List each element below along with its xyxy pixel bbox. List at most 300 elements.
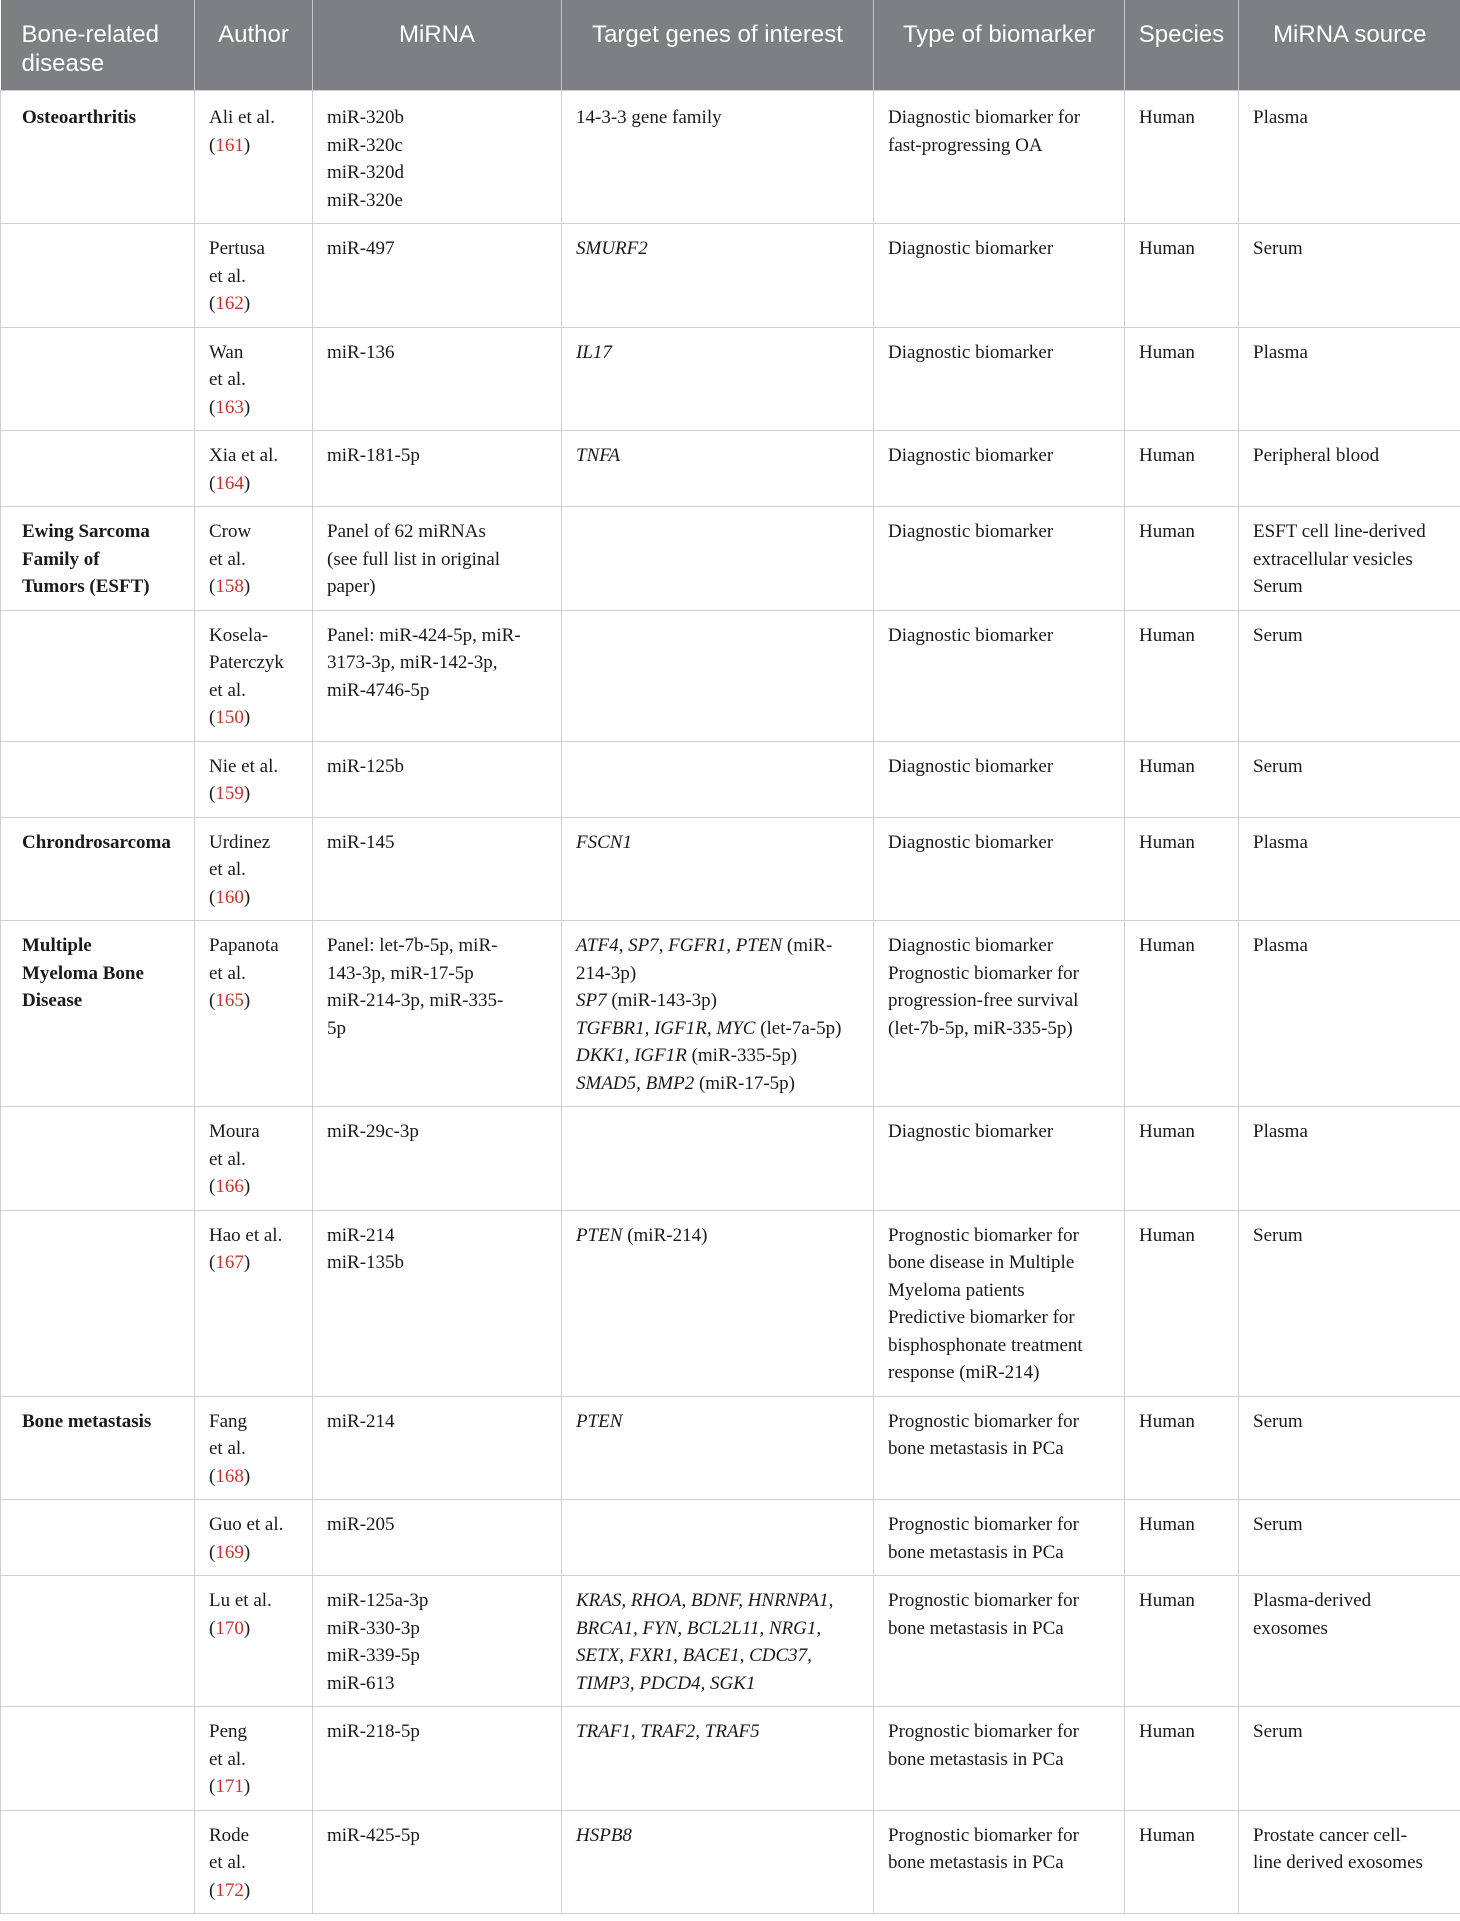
reference-link[interactable]: 170 bbox=[215, 1617, 244, 1639]
header-biomarker-type: Type of biomarker bbox=[874, 0, 1125, 91]
author-cell bbox=[195, 327, 313, 431]
author-line: Papanota bbox=[209, 935, 279, 956]
source-line: Serum bbox=[1253, 1410, 1303, 1432]
gene-symbols: SP7 bbox=[576, 990, 607, 1011]
table-row bbox=[1, 610, 1460, 741]
mirna-cell bbox=[313, 1707, 562, 1811]
biomarker-line: Prognostic biomarker for bbox=[888, 1410, 1080, 1432]
mirna-line: miR-320b bbox=[327, 107, 405, 128]
gene-symbols: TNFA bbox=[576, 445, 621, 466]
mirna-line: miR-214 bbox=[327, 1410, 395, 1432]
table-body bbox=[1, 91, 1460, 1914]
mirna-cell bbox=[313, 327, 562, 431]
reference-link[interactable]: 163 bbox=[215, 396, 244, 418]
source-cell bbox=[1239, 91, 1460, 224]
author-cell bbox=[195, 431, 313, 507]
biomarker-type-cell bbox=[874, 1576, 1125, 1707]
biomarker-line: Prognostic biomarker for bbox=[888, 1590, 1080, 1611]
reference-line: (159) bbox=[209, 783, 251, 804]
targets-cell bbox=[562, 327, 874, 431]
mirna-cell bbox=[313, 224, 562, 328]
source-cell bbox=[1239, 921, 1460, 1107]
source-line: Serum bbox=[1253, 576, 1303, 597]
biomarker-line: Prognostic biomarker for bbox=[888, 1514, 1080, 1535]
author-cell bbox=[195, 610, 313, 741]
source-cell bbox=[1239, 1396, 1460, 1500]
mirna-line: miR-136 bbox=[327, 341, 395, 363]
disease-cell bbox=[1, 610, 195, 741]
author-line: et al. bbox=[209, 1748, 246, 1770]
source-line: Peripheral blood bbox=[1253, 445, 1380, 466]
gene-symbols: SETX, FXR1, BACE1, CDC37, bbox=[576, 1645, 812, 1666]
biomarker-line: Diagnostic biomarker bbox=[888, 935, 1054, 956]
targets-cell bbox=[562, 1396, 874, 1500]
disease-line: Multiple bbox=[22, 935, 92, 956]
biomarker-type-cell bbox=[874, 1210, 1125, 1396]
biomarker-line: progression-free survival bbox=[888, 990, 1079, 1011]
author-line: Nie et al. bbox=[209, 755, 279, 777]
header-source: MiRNA source bbox=[1239, 0, 1460, 91]
mirna-line: 3173-3p, miR-142-3p, bbox=[327, 652, 498, 673]
disease-line: Myeloma Bone bbox=[22, 962, 144, 984]
species-cell: Human bbox=[1125, 610, 1239, 741]
author-line: Kosela- bbox=[209, 624, 269, 646]
table-row bbox=[1, 921, 1460, 1107]
source-line: Plasma bbox=[1253, 1121, 1308, 1142]
mirna-cell bbox=[313, 431, 562, 507]
gene-symbols: HSPB8 bbox=[576, 1824, 632, 1846]
disease-name bbox=[22, 829, 182, 857]
mirna-line: miR-339-5p bbox=[327, 1645, 420, 1666]
biomarker-line: response (miR-214) bbox=[888, 1362, 1040, 1383]
reference-link[interactable]: 165 bbox=[215, 990, 244, 1011]
source-line: Plasma bbox=[1253, 341, 1308, 363]
author-line: Peng bbox=[209, 1721, 247, 1742]
header-disease bbox=[1, 0, 195, 91]
table-row bbox=[1, 1707, 1460, 1811]
header-row bbox=[1, 0, 1460, 91]
biomarker-line: Diagnostic biomarker bbox=[888, 341, 1054, 363]
author-line: et al. bbox=[209, 859, 246, 880]
target-note: (miR- bbox=[782, 935, 833, 956]
source-line: Serum bbox=[1253, 755, 1303, 777]
gene-symbols: PTEN bbox=[576, 1224, 623, 1246]
header-targets: Target genes of interest bbox=[562, 0, 874, 91]
source-line: Serum bbox=[1253, 624, 1303, 646]
mirna-cell bbox=[313, 921, 562, 1107]
mirna-cell bbox=[313, 1576, 562, 1707]
header-line: Bone-related bbox=[21, 21, 159, 48]
author-line: Moura bbox=[209, 1121, 260, 1142]
biomarker-line: Diagnostic biomarker bbox=[888, 624, 1054, 646]
biomarker-line: Diagnostic biomarker bbox=[888, 445, 1054, 466]
author-cell bbox=[195, 817, 313, 921]
table-row bbox=[1, 91, 1460, 224]
author-line: Lu et al. bbox=[209, 1590, 272, 1611]
source-cell bbox=[1239, 741, 1460, 817]
mirna-cell bbox=[313, 817, 562, 921]
reference-link[interactable]: 168 bbox=[215, 1465, 244, 1487]
reference-link[interactable]: 166 bbox=[215, 1176, 244, 1197]
reference-link[interactable]: 158 bbox=[215, 576, 244, 597]
target-note: 14-3-3 gene family bbox=[576, 107, 722, 128]
reference-link[interactable]: 161 bbox=[215, 134, 244, 156]
target-note: (miR-335-5p) bbox=[686, 1045, 798, 1066]
table-row bbox=[1, 431, 1460, 507]
gene-symbols: TIMP3, PDCD4, SGK1 bbox=[576, 1672, 756, 1694]
mirna-line: miR-320d bbox=[327, 162, 405, 183]
mirna-cell bbox=[313, 1396, 562, 1500]
biomarker-line: Prognostic biomarker for bbox=[888, 1824, 1080, 1846]
biomarker-type-cell bbox=[874, 1707, 1125, 1811]
mirna-line: Panel: miR-424-5p, miR- bbox=[327, 624, 521, 646]
header-species: Species bbox=[1125, 0, 1239, 91]
mirna-cell bbox=[313, 507, 562, 611]
reference-line: (170) bbox=[209, 1617, 251, 1639]
targets-cell bbox=[562, 921, 874, 1107]
mirna-line: (see full list in original bbox=[327, 548, 501, 570]
author-cell bbox=[195, 224, 313, 328]
mirna-line: miR-29c-3p bbox=[327, 1121, 419, 1142]
mirna-cell bbox=[313, 91, 562, 224]
species-cell: Human bbox=[1125, 327, 1239, 431]
biomarker-type-cell bbox=[874, 1500, 1125, 1576]
disease-line: Chrondrosarcoma bbox=[22, 831, 171, 853]
mirna-line: miR-320c bbox=[327, 134, 403, 156]
mirna-cell bbox=[313, 610, 562, 741]
source-cell bbox=[1239, 1500, 1460, 1576]
mirna-line: miR-214 bbox=[327, 1224, 395, 1246]
reference-link[interactable]: 171 bbox=[215, 1776, 244, 1797]
mirna-line: miR-135b bbox=[327, 1252, 405, 1273]
targets-cell bbox=[562, 1210, 874, 1396]
mirna-line: miR-125b bbox=[327, 755, 405, 777]
mirna-cell bbox=[313, 1107, 562, 1211]
disease-name bbox=[22, 518, 182, 601]
source-cell bbox=[1239, 1576, 1460, 1707]
table-row bbox=[1, 1810, 1460, 1914]
author-line: Fang bbox=[209, 1410, 247, 1432]
disease-line: Family of bbox=[22, 548, 100, 570]
disease-line: Ewing Sarcoma bbox=[22, 521, 150, 542]
species-cell: Human bbox=[1125, 741, 1239, 817]
mirna-line: Panel of 62 miRNAs bbox=[327, 521, 486, 542]
source-line: Prostate cancer cell- bbox=[1253, 1824, 1408, 1846]
targets-cell bbox=[562, 610, 874, 741]
disease-cell bbox=[1, 1576, 195, 1707]
target-note: (miR-143-3p) bbox=[606, 990, 717, 1011]
reference-link[interactable]: 164 bbox=[215, 472, 244, 494]
target-note: (miR-17-5p) bbox=[694, 1072, 795, 1094]
source-cell bbox=[1239, 327, 1460, 431]
target-note: (miR-214) bbox=[622, 1224, 708, 1246]
mirna-line: miR-425-5p bbox=[327, 1824, 420, 1846]
disease-line: Osteoarthritis bbox=[22, 107, 136, 128]
biomarker-type-cell bbox=[874, 610, 1125, 741]
reference-link[interactable]: 160 bbox=[215, 886, 244, 908]
mirna-cell bbox=[313, 1500, 562, 1576]
biomarker-line: bone metastasis in PCa bbox=[888, 1617, 1064, 1639]
disease-cell bbox=[1, 741, 195, 817]
reference-link[interactable]: 167 bbox=[215, 1252, 244, 1273]
author-cell bbox=[195, 1810, 313, 1914]
mirna-line: miR-218-5p bbox=[327, 1721, 420, 1742]
target-note: (let-7a-5p) bbox=[755, 1017, 842, 1039]
species-cell: Human bbox=[1125, 224, 1239, 328]
reference-line: (163) bbox=[209, 396, 251, 418]
targets-cell bbox=[562, 1810, 874, 1914]
disease-cell bbox=[1, 91, 195, 224]
biomarker-line: Diagnostic biomarker bbox=[888, 831, 1054, 853]
targets-cell bbox=[562, 1576, 874, 1707]
disease-cell bbox=[1, 327, 195, 431]
source-line: Serum bbox=[1253, 1224, 1303, 1246]
disease-cell bbox=[1, 1500, 195, 1576]
author-line: et al. bbox=[209, 265, 246, 287]
table-row bbox=[1, 817, 1460, 921]
biomarker-type-cell bbox=[874, 1107, 1125, 1211]
author-cell bbox=[195, 741, 313, 817]
disease-cell bbox=[1, 1107, 195, 1211]
targets-cell bbox=[562, 91, 874, 224]
reference-link[interactable]: 150 bbox=[215, 707, 244, 728]
mirna-line: miR-214-3p, miR-335- bbox=[327, 990, 504, 1011]
author-cell bbox=[195, 1107, 313, 1211]
species-cell: Human bbox=[1125, 507, 1239, 611]
species-cell: Human bbox=[1125, 431, 1239, 507]
disease-cell bbox=[1, 1396, 195, 1500]
reference-link[interactable]: 172 bbox=[215, 1879, 244, 1901]
table-row bbox=[1, 1500, 1460, 1576]
gene-symbols: BRCA1, FYN, BCL2L11, NRG1, bbox=[576, 1617, 822, 1639]
biomarker-type-cell bbox=[874, 431, 1125, 507]
reference-line: (158) bbox=[209, 576, 251, 597]
disease-cell bbox=[1, 224, 195, 328]
author-line: Urdinez bbox=[209, 831, 271, 853]
gene-symbols: TRAF1, TRAF2, TRAF5 bbox=[576, 1721, 760, 1742]
biomarker-line: fast-progressing OA bbox=[888, 134, 1043, 156]
gene-symbols: PTEN bbox=[576, 1410, 623, 1432]
source-cell bbox=[1239, 224, 1460, 328]
target-note: 214-3p) bbox=[576, 962, 637, 984]
mirna-line: paper) bbox=[327, 576, 376, 597]
mirna-cell bbox=[313, 741, 562, 817]
species-cell: Human bbox=[1125, 1210, 1239, 1396]
biomarker-type-cell bbox=[874, 327, 1125, 431]
biomarker-line: bone metastasis in PCa bbox=[888, 1852, 1064, 1873]
table-row bbox=[1, 507, 1460, 611]
author-cell bbox=[195, 1396, 313, 1500]
biomarker-line: Myeloma patients bbox=[888, 1279, 1025, 1301]
author-cell bbox=[195, 921, 313, 1107]
targets-cell bbox=[562, 224, 874, 328]
reference-line: (161) bbox=[209, 134, 251, 156]
targets-cell bbox=[562, 1707, 874, 1811]
table-row bbox=[1, 1210, 1460, 1396]
biomarker-line: Prognostic biomarker for bbox=[888, 1224, 1080, 1246]
gene-symbols: DKK1, IGF1R bbox=[576, 1045, 687, 1066]
author-line: Pertusa bbox=[209, 238, 265, 259]
reference-link[interactable]: 162 bbox=[215, 293, 244, 314]
biomarker-line: Diagnostic biomarker for bbox=[888, 107, 1081, 128]
disease-name bbox=[22, 932, 182, 1015]
species-cell: Human bbox=[1125, 1707, 1239, 1811]
targets-cell bbox=[562, 741, 874, 817]
biomarker-type-cell bbox=[874, 817, 1125, 921]
author-cell bbox=[195, 91, 313, 224]
reference-line: (165) bbox=[209, 990, 251, 1011]
author-cell bbox=[195, 1576, 313, 1707]
biomarker-type-cell bbox=[874, 91, 1125, 224]
source-line: Serum bbox=[1253, 1514, 1303, 1535]
species-cell: Human bbox=[1125, 817, 1239, 921]
author-line: et al. bbox=[209, 1438, 246, 1459]
reference-line: (164) bbox=[209, 472, 251, 494]
source-line: ESFT cell line-derived bbox=[1253, 521, 1426, 542]
source-line: Serum bbox=[1253, 238, 1303, 259]
source-cell bbox=[1239, 817, 1460, 921]
author-cell bbox=[195, 1707, 313, 1811]
gene-symbols: SMURF2 bbox=[576, 238, 648, 259]
source-line: extracellular vesicles bbox=[1253, 548, 1413, 570]
species-cell: Human bbox=[1125, 921, 1239, 1107]
source-line: Plasma bbox=[1253, 107, 1308, 128]
table-header bbox=[1, 0, 1460, 91]
reference-line: (172) bbox=[209, 1879, 251, 1901]
table-row bbox=[1, 224, 1460, 328]
biomarker-line: Prognostic biomarker for bbox=[888, 1721, 1080, 1742]
gene-symbols: TGFBR1, IGF1R, MYC bbox=[576, 1017, 756, 1039]
header-mirna: MiRNA bbox=[313, 0, 562, 91]
disease-cell bbox=[1, 507, 195, 611]
disease-cell bbox=[1, 1810, 195, 1914]
biomarker-line: bone metastasis in PCa bbox=[888, 1541, 1064, 1563]
table-row bbox=[1, 1107, 1460, 1211]
biomarker-line: Prognostic biomarker for bbox=[888, 962, 1080, 984]
reference-line: (150) bbox=[209, 707, 251, 728]
biomarker-type-cell bbox=[874, 921, 1125, 1107]
author-line: Paterczyk bbox=[209, 652, 284, 673]
source-cell bbox=[1239, 1707, 1460, 1811]
table-row bbox=[1, 327, 1460, 431]
mirna-line: miR-330-3p bbox=[327, 1617, 420, 1639]
table-row bbox=[1, 1396, 1460, 1500]
reference-line: (169) bbox=[209, 1541, 251, 1563]
table-row bbox=[1, 741, 1460, 817]
disease-cell bbox=[1, 921, 195, 1107]
reference-line: (160) bbox=[209, 886, 251, 908]
mirna-line: miR-320e bbox=[327, 189, 403, 211]
biomarker-type-cell bbox=[874, 1810, 1125, 1914]
biomarker-type-cell bbox=[874, 507, 1125, 611]
biomarker-line: Diagnostic biomarker bbox=[888, 1121, 1054, 1142]
targets-cell bbox=[562, 817, 874, 921]
author-cell bbox=[195, 1500, 313, 1576]
biomarker-line: Diagnostic biomarker bbox=[888, 238, 1054, 259]
disease-line: Disease bbox=[22, 990, 83, 1011]
author-line: Wan bbox=[209, 341, 244, 363]
mirna-line: miR-4746-5p bbox=[327, 679, 430, 701]
gene-symbols: IL17 bbox=[576, 341, 612, 363]
mirna-line: 5p bbox=[327, 1017, 346, 1039]
biomarker-line: bone metastasis in PCa bbox=[888, 1438, 1064, 1459]
source-line: Plasma bbox=[1253, 831, 1308, 853]
biomarker-type-cell bbox=[874, 1396, 1125, 1500]
targets-cell bbox=[562, 1107, 874, 1211]
header-author: Author bbox=[195, 0, 313, 91]
source-line: Serum bbox=[1253, 1721, 1303, 1742]
source-cell bbox=[1239, 507, 1460, 611]
species-cell: Human bbox=[1125, 1396, 1239, 1500]
author-line: et al. bbox=[209, 1148, 246, 1170]
header-line: disease bbox=[21, 50, 105, 77]
species-cell: Human bbox=[1125, 1576, 1239, 1707]
source-cell bbox=[1239, 610, 1460, 741]
gene-symbols: KRAS, RHOA, BDNF, HNRNPA1, bbox=[576, 1590, 834, 1611]
mirna-line: miR-181-5p bbox=[327, 445, 420, 466]
biomarker-line: Predictive biomarker for bbox=[888, 1307, 1075, 1328]
disease-name bbox=[22, 104, 182, 132]
biomarker-line: bisphosphonate treatment bbox=[888, 1334, 1083, 1356]
mirna-cell bbox=[313, 1210, 562, 1396]
mirna-cell bbox=[313, 1810, 562, 1914]
species-cell: Human bbox=[1125, 91, 1239, 224]
mirna-line: 143-3p, miR-17-5p bbox=[327, 962, 474, 984]
mirna-line: miR-145 bbox=[327, 831, 395, 853]
reference-line: (166) bbox=[209, 1176, 251, 1197]
disease-line: Tumors (ESFT) bbox=[22, 576, 150, 597]
author-line: et al. bbox=[209, 1852, 246, 1873]
author-cell bbox=[195, 507, 313, 611]
gene-symbols: SMAD5, BMP2 bbox=[576, 1072, 695, 1094]
author-line: et al. bbox=[209, 962, 246, 984]
species-cell: Human bbox=[1125, 1500, 1239, 1576]
targets-cell bbox=[562, 507, 874, 611]
targets-cell bbox=[562, 1500, 874, 1576]
reference-link[interactable]: 169 bbox=[215, 1541, 244, 1563]
targets-cell bbox=[562, 431, 874, 507]
biomarker-type-cell bbox=[874, 224, 1125, 328]
source-cell bbox=[1239, 1210, 1460, 1396]
gene-symbols: ATF4, SP7, FGFR1, PTEN bbox=[576, 935, 783, 956]
author-line: Hao et al. bbox=[209, 1224, 283, 1246]
author-line: Crow bbox=[209, 521, 252, 542]
disease-name bbox=[22, 1408, 182, 1436]
author-line: Rode bbox=[209, 1824, 250, 1846]
source-cell bbox=[1239, 431, 1460, 507]
mirna-line: Panel: let-7b-5p, miR- bbox=[327, 935, 498, 956]
mirna-line: miR-497 bbox=[327, 238, 395, 259]
source-line: Plasma bbox=[1253, 935, 1308, 956]
author-line: et al. bbox=[209, 548, 246, 570]
author-line: Guo et al. bbox=[209, 1514, 284, 1535]
author-line: Ali et al. bbox=[209, 107, 275, 128]
mirna-line: miR-205 bbox=[327, 1514, 395, 1535]
author-cell bbox=[195, 1210, 313, 1396]
biomarker-line: bone disease in Multiple bbox=[888, 1252, 1075, 1273]
source-cell bbox=[1239, 1810, 1460, 1914]
disease-cell bbox=[1, 431, 195, 507]
source-cell bbox=[1239, 1107, 1460, 1211]
mirna-line: miR-125a-3p bbox=[327, 1590, 429, 1611]
reference-line: (171) bbox=[209, 1776, 251, 1797]
biomarker-line: (let-7b-5p, miR-335-5p) bbox=[888, 1017, 1073, 1039]
disease-line: Bone metastasis bbox=[22, 1410, 152, 1432]
reference-link[interactable]: 159 bbox=[215, 783, 244, 804]
source-line: Plasma-derived bbox=[1253, 1590, 1372, 1611]
author-line: et al. bbox=[209, 679, 246, 701]
table-row bbox=[1, 1576, 1460, 1707]
